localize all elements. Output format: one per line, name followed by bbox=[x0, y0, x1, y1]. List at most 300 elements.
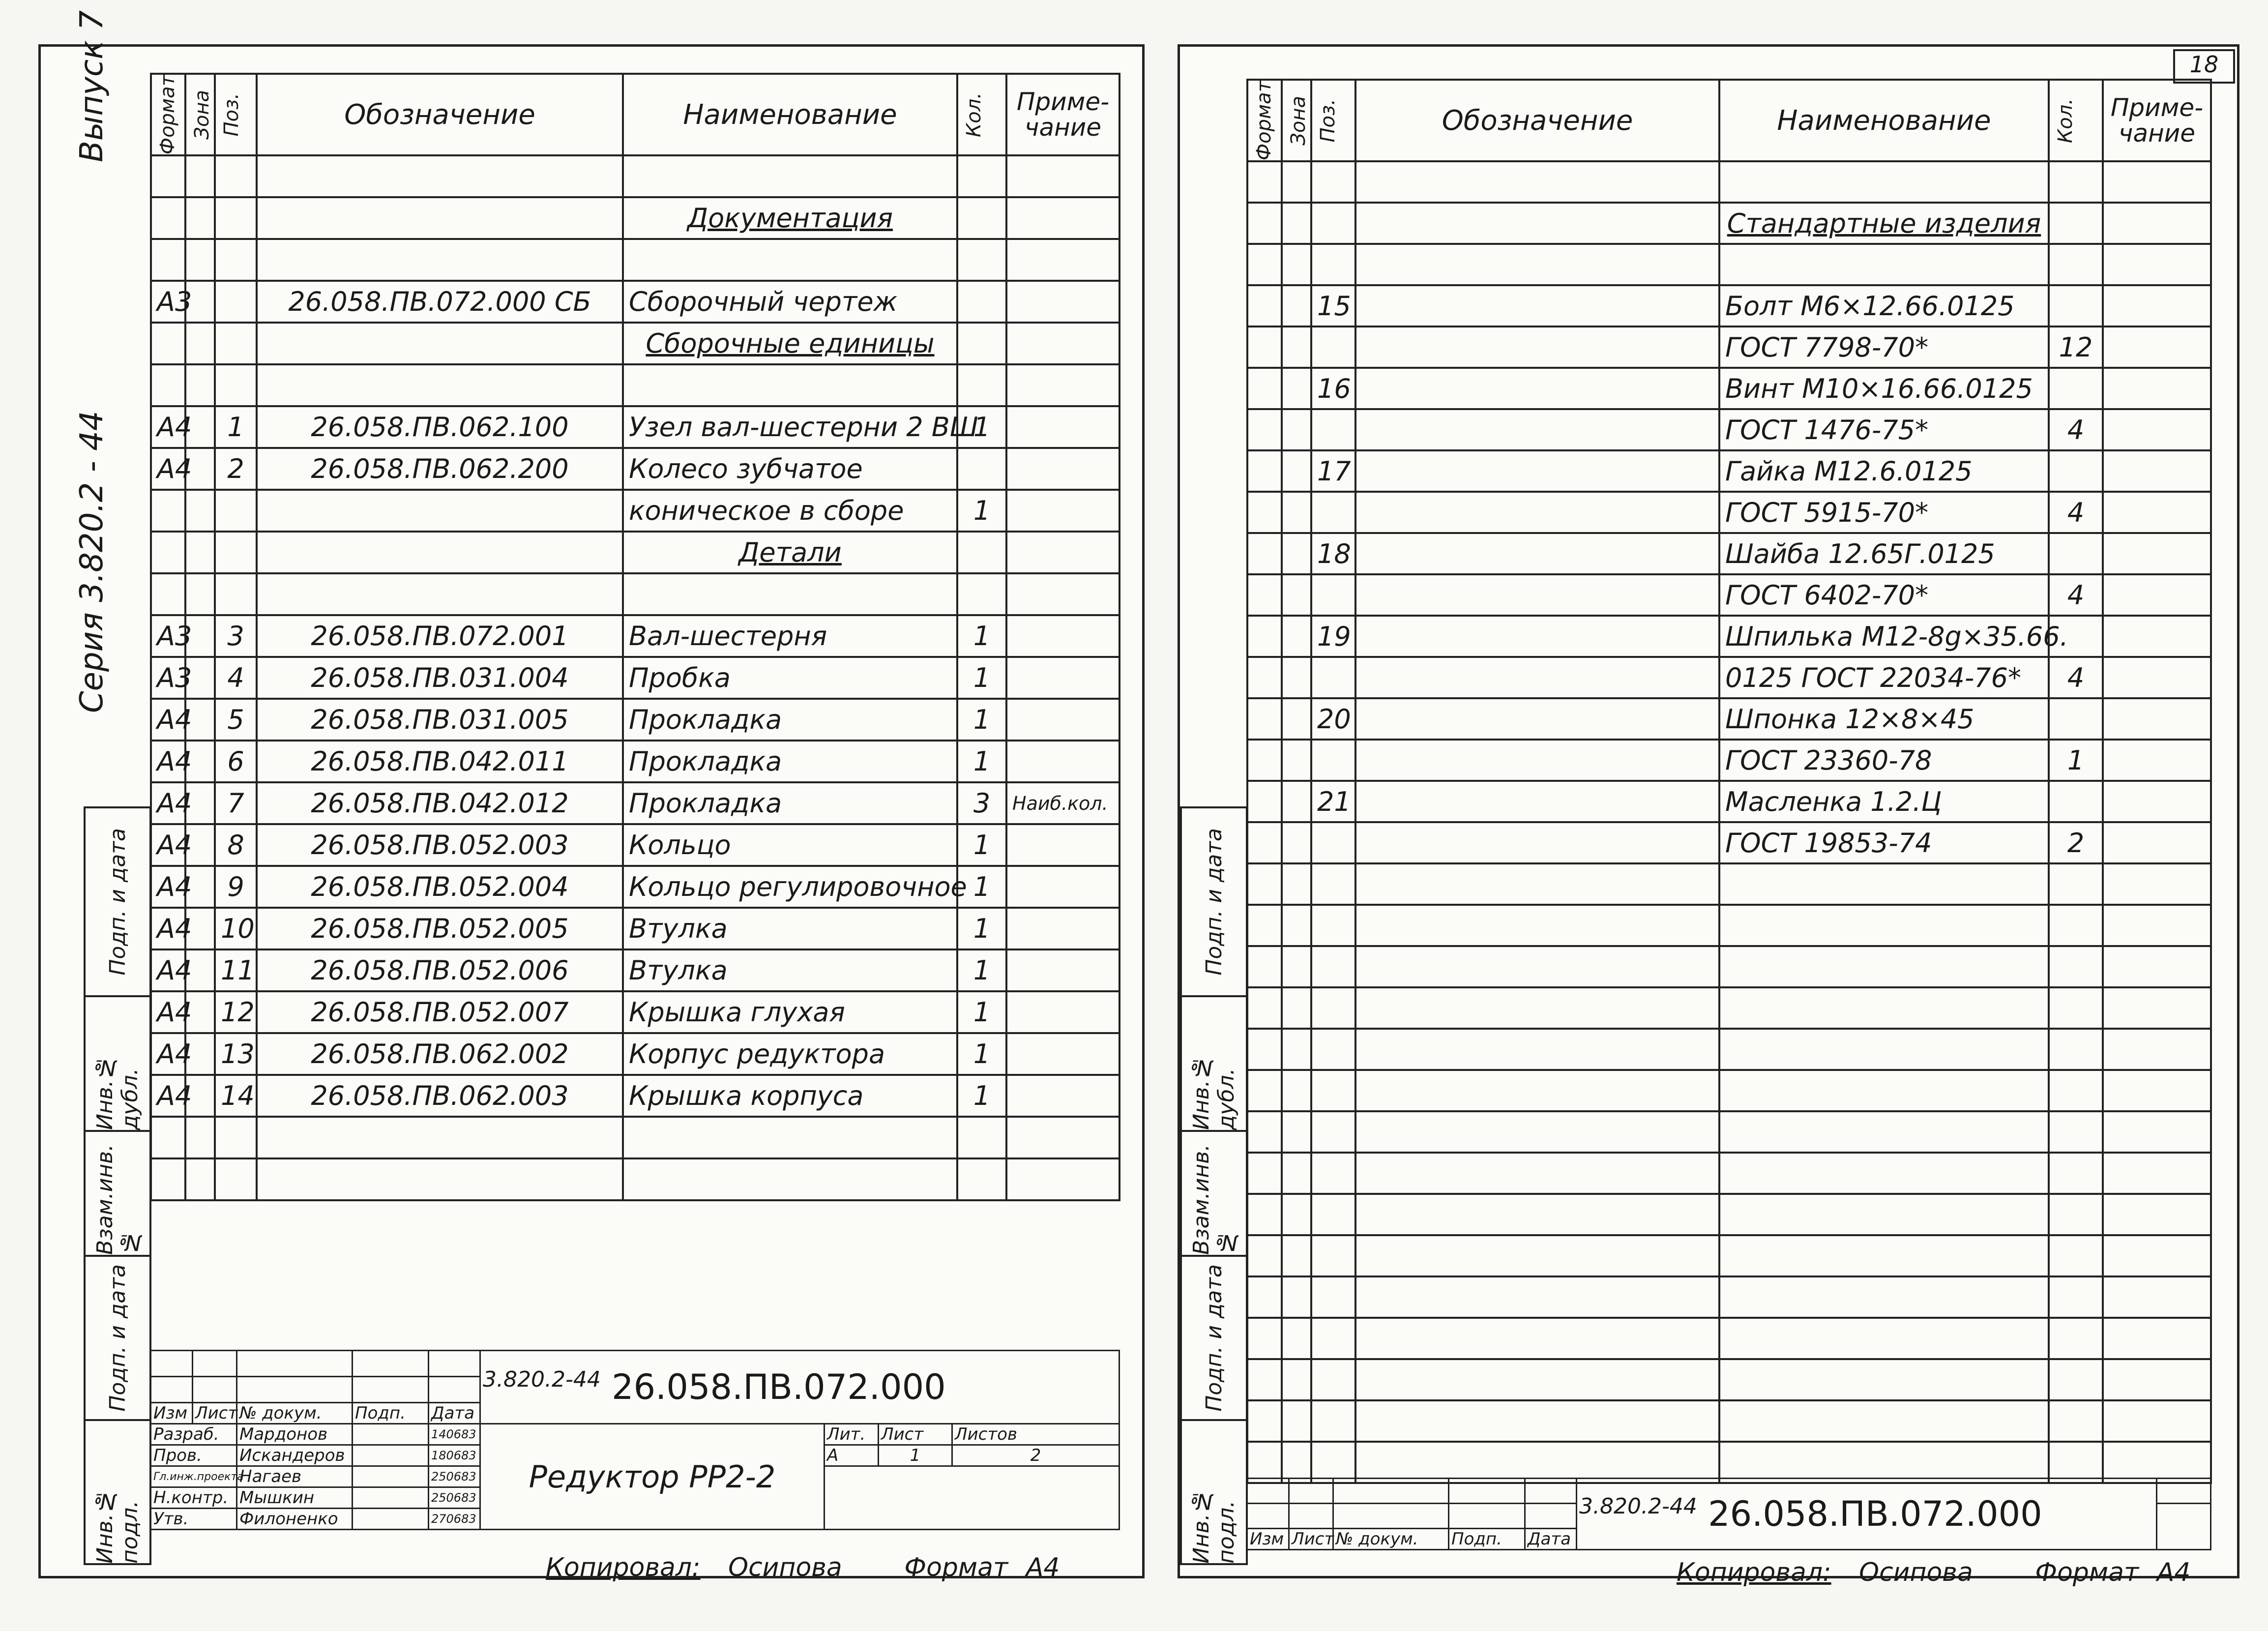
qty-cell bbox=[2049, 1194, 2103, 1235]
zone-cell bbox=[1282, 1235, 1311, 1276]
issue-label: Выпуск 7 bbox=[74, 10, 110, 162]
series-label: Серия 3.820.2 - 44 bbox=[74, 411, 110, 713]
pos-cell bbox=[215, 239, 257, 281]
name-cell: Прокладка bbox=[623, 782, 957, 824]
designation-cell bbox=[1355, 244, 1719, 285]
format-cell bbox=[151, 197, 185, 239]
designation-cell bbox=[1355, 1029, 1719, 1070]
note-cell bbox=[2103, 698, 2211, 740]
qty-cell bbox=[2049, 1153, 2103, 1194]
format-cell: А4 bbox=[151, 741, 185, 782]
note-cell: Наиб.кол. bbox=[1006, 782, 1119, 824]
qty-cell: 2 bbox=[2049, 822, 2103, 863]
designation-cell: 26.058.ПВ.042.012 bbox=[257, 782, 623, 824]
col-doc: № докум. bbox=[237, 1403, 353, 1424]
zone-cell bbox=[1282, 616, 1311, 657]
note-cell bbox=[1006, 908, 1119, 949]
table-row bbox=[151, 699, 1119, 741]
name-cell: Шпилька М12-8g×35.66. bbox=[1719, 616, 2049, 657]
right-side-stamp bbox=[1180, 806, 1248, 1565]
format-cell bbox=[1247, 285, 1282, 326]
lit-label: Лит. bbox=[825, 1424, 879, 1445]
name-cell: ГОСТ 1476-75* bbox=[1719, 409, 2049, 450]
name-cell bbox=[1719, 1153, 2049, 1194]
format-cell: А4 bbox=[151, 866, 185, 908]
name-cell bbox=[1719, 1070, 2049, 1111]
note-cell bbox=[2103, 1442, 2211, 1483]
note-cell bbox=[1006, 657, 1119, 699]
name-cell: ГОСТ 23360-78 bbox=[1719, 740, 2049, 781]
person-role: Разраб. bbox=[151, 1424, 237, 1445]
designation-cell: 26.058.ПВ.031.005 bbox=[257, 699, 623, 741]
col-note-header: Приме- чание bbox=[1006, 74, 1119, 155]
format-cell bbox=[1247, 244, 1282, 285]
designation-cell bbox=[257, 364, 623, 406]
pos-cell bbox=[1311, 822, 1355, 863]
pos-cell bbox=[1311, 1276, 1355, 1318]
pos-cell: 9 bbox=[215, 866, 257, 908]
table-row bbox=[151, 741, 1119, 782]
designation-cell bbox=[1355, 1359, 1719, 1400]
zone-cell bbox=[1282, 781, 1311, 822]
copied-name: Осипова bbox=[728, 1553, 842, 1582]
pos-cell: 13 bbox=[215, 1033, 257, 1075]
sign-date: 180683 bbox=[429, 1445, 480, 1466]
name-cell bbox=[1719, 946, 2049, 987]
name-cell: Колесо зубчатое bbox=[623, 448, 957, 490]
note-cell bbox=[1006, 323, 1119, 364]
format-cell: А4 bbox=[151, 448, 185, 490]
table-row bbox=[151, 1117, 1119, 1158]
format-cell bbox=[1247, 326, 1282, 368]
qty-cell: 1 bbox=[957, 699, 1006, 741]
zone-cell bbox=[185, 1117, 215, 1158]
note-cell bbox=[2103, 616, 2211, 657]
designation-cell bbox=[1355, 533, 1719, 574]
table-row bbox=[1247, 1153, 2211, 1194]
format-cell bbox=[1247, 533, 1282, 574]
qty-cell bbox=[2049, 1111, 2103, 1153]
designation-cell bbox=[1355, 863, 1719, 905]
designation-cell bbox=[1355, 616, 1719, 657]
name-cell: Документация bbox=[623, 197, 957, 239]
table-row bbox=[151, 364, 1119, 406]
zone-cell bbox=[1282, 822, 1311, 863]
name-cell bbox=[623, 155, 957, 197]
designation-cell bbox=[1355, 1276, 1719, 1318]
zone-cell bbox=[1282, 740, 1311, 781]
name-cell bbox=[1719, 1194, 2049, 1235]
table-row bbox=[151, 406, 1119, 448]
name-cell: Корпус редуктора bbox=[623, 1033, 957, 1075]
zone-cell bbox=[1282, 1359, 1311, 1400]
format-cell bbox=[1247, 1111, 1282, 1153]
qty-cell bbox=[2049, 285, 2103, 326]
format-cell bbox=[151, 239, 185, 281]
designation-cell bbox=[1355, 1153, 1719, 1194]
qty-cell bbox=[2049, 1442, 2103, 1483]
name-cell: ГОСТ 6402-70* bbox=[1719, 574, 2049, 616]
table-row bbox=[1247, 698, 2211, 740]
zone-cell bbox=[185, 155, 215, 197]
signature bbox=[353, 1487, 429, 1509]
zone-cell bbox=[1282, 1194, 1311, 1235]
sheets-label: Листов bbox=[952, 1424, 1119, 1445]
format-cell: А3 bbox=[151, 281, 185, 323]
note-cell bbox=[2103, 1070, 2211, 1111]
name-cell: Крышка корпуса bbox=[623, 1075, 957, 1117]
left-spec-table bbox=[150, 73, 1120, 1201]
designation-cell bbox=[1355, 450, 1719, 492]
side-label: Подп. и дата bbox=[105, 1264, 130, 1412]
designation-cell bbox=[257, 323, 623, 364]
note-cell bbox=[2103, 822, 2211, 863]
table-row bbox=[1247, 905, 2211, 946]
side-label: Взам.инв.№ bbox=[92, 1144, 143, 1255]
qty-cell bbox=[2049, 863, 2103, 905]
sign-date: 270683 bbox=[429, 1509, 480, 1530]
note-cell bbox=[1006, 1117, 1119, 1158]
name-cell: Узел вал-шестерни 2 ВШ bbox=[623, 406, 957, 448]
side-label: Инв.№ дубл. bbox=[92, 1055, 143, 1130]
col-zone-header: Зона bbox=[191, 89, 213, 140]
format-value: А4 bbox=[1026, 1553, 1060, 1582]
name-cell bbox=[1719, 1235, 2049, 1276]
person-role: Утв. bbox=[151, 1509, 237, 1530]
table-row bbox=[1247, 450, 2211, 492]
table-row bbox=[1247, 574, 2211, 616]
name-cell: Кольцо bbox=[623, 824, 957, 866]
designation-cell bbox=[1355, 698, 1719, 740]
table-row bbox=[151, 615, 1119, 657]
name-cell bbox=[1719, 863, 2049, 905]
section-heading-row bbox=[151, 197, 1119, 239]
pos-cell bbox=[1311, 987, 1355, 1029]
qty-cell: 1 bbox=[957, 1033, 1006, 1075]
note-cell bbox=[2103, 492, 2211, 533]
pos-cell bbox=[1311, 1235, 1355, 1276]
note-cell bbox=[2103, 1276, 2211, 1318]
designation-cell bbox=[1355, 285, 1719, 326]
pos-cell bbox=[1311, 492, 1355, 533]
pos-cell bbox=[215, 490, 257, 532]
person-role: Н.контр. bbox=[151, 1487, 237, 1509]
format-cell: А4 bbox=[151, 991, 185, 1033]
pos-cell bbox=[215, 197, 257, 239]
table-row bbox=[151, 824, 1119, 866]
qty-cell: 4 bbox=[2049, 574, 2103, 616]
person-name: Филоненко bbox=[237, 1509, 353, 1530]
table-row bbox=[151, 1075, 1119, 1117]
designation-cell bbox=[1355, 492, 1719, 533]
name-cell: коническое в сборе bbox=[623, 490, 957, 532]
pos-cell bbox=[1311, 863, 1355, 905]
zone-cell bbox=[185, 490, 215, 532]
pos-cell: 10 bbox=[215, 908, 257, 949]
table-row bbox=[1247, 616, 2211, 657]
pos-cell: 5 bbox=[215, 699, 257, 741]
designation-cell bbox=[257, 197, 623, 239]
col-doc: № докум. bbox=[1333, 1529, 1449, 1550]
pos-cell: 1 bbox=[215, 406, 257, 448]
qty-cell: 1 bbox=[957, 657, 1006, 699]
zone-cell bbox=[185, 364, 215, 406]
format-cell bbox=[1247, 781, 1282, 822]
table-row bbox=[1247, 822, 2211, 863]
zone-cell bbox=[185, 1158, 215, 1200]
table-row bbox=[151, 1033, 1119, 1075]
designation-cell bbox=[1355, 203, 1719, 244]
name-cell bbox=[1719, 1359, 2049, 1400]
note-cell bbox=[2103, 244, 2211, 285]
pos-cell: 4 bbox=[215, 657, 257, 699]
col-izm: Изм bbox=[1247, 1529, 1289, 1550]
name-cell: Кольцо регулировочное bbox=[623, 866, 957, 908]
table-row bbox=[1247, 1111, 2211, 1153]
pos-cell: 11 bbox=[215, 949, 257, 991]
col-izm: Изм bbox=[151, 1403, 193, 1424]
person-name: Искандеров bbox=[237, 1445, 353, 1466]
note-cell bbox=[2103, 1359, 2211, 1400]
name-cell bbox=[623, 1158, 957, 1200]
person-name: Нагаев bbox=[237, 1466, 353, 1487]
qty-cell bbox=[957, 1158, 1006, 1200]
format-cell bbox=[1247, 409, 1282, 450]
qty-cell bbox=[957, 532, 1006, 573]
format-value: А4 bbox=[2156, 1558, 2191, 1587]
side-label: Инв.№ дубл. bbox=[1189, 1055, 1239, 1130]
name-cell bbox=[1719, 1276, 2049, 1318]
table-row bbox=[151, 1158, 1119, 1200]
col-name-header: Наименование bbox=[623, 74, 957, 155]
qty-cell bbox=[957, 239, 1006, 281]
left-footer bbox=[546, 1553, 1060, 1582]
table-row bbox=[1247, 409, 2211, 450]
name-cell: Втулка bbox=[623, 949, 957, 991]
note-cell bbox=[2103, 409, 2211, 450]
name-cell: ГОСТ 19853-74 bbox=[1719, 822, 2049, 863]
zone-cell bbox=[1282, 1029, 1311, 1070]
designation-cell: 26.058.ПВ.062.100 bbox=[257, 406, 623, 448]
qty-cell bbox=[957, 1117, 1006, 1158]
pos-cell: 6 bbox=[215, 741, 257, 782]
pos-cell: 16 bbox=[1311, 368, 1355, 409]
designation-cell: 26.058.ПВ.062.200 bbox=[257, 448, 623, 490]
qty-cell bbox=[2049, 905, 2103, 946]
qty-cell bbox=[2049, 1359, 2103, 1400]
pos-cell bbox=[1311, 203, 1355, 244]
pos-cell bbox=[1311, 1153, 1355, 1194]
note-cell bbox=[2103, 161, 2211, 203]
qty-cell bbox=[2049, 244, 2103, 285]
format-label: Формат bbox=[2035, 1558, 2139, 1587]
pos-cell bbox=[1311, 1029, 1355, 1070]
designation-cell bbox=[257, 1117, 623, 1158]
designation-cell: 26.058.ПВ.062.002 bbox=[257, 1033, 623, 1075]
col-name-header: Наименование bbox=[1719, 80, 2049, 161]
zone-cell bbox=[185, 323, 215, 364]
zone-cell bbox=[1282, 1276, 1311, 1318]
pos-cell bbox=[1311, 409, 1355, 450]
designation-cell bbox=[1355, 657, 1719, 698]
note-cell bbox=[2103, 203, 2211, 244]
table-row bbox=[1247, 1318, 2211, 1359]
note-cell bbox=[1006, 949, 1119, 991]
table-row bbox=[1247, 244, 2211, 285]
pos-cell bbox=[1311, 657, 1355, 698]
format-cell bbox=[1247, 1194, 1282, 1235]
qty-cell bbox=[2049, 698, 2103, 740]
zone-cell bbox=[185, 239, 215, 281]
format-cell bbox=[1247, 492, 1282, 533]
format-cell bbox=[151, 573, 185, 615]
name-cell: Детали bbox=[623, 532, 957, 573]
zone-cell bbox=[185, 197, 215, 239]
section-heading-row bbox=[151, 532, 1119, 573]
pos-cell bbox=[1311, 740, 1355, 781]
designation-cell bbox=[257, 573, 623, 615]
note-cell bbox=[1006, 490, 1119, 532]
col-list: Лист bbox=[1289, 1529, 1333, 1550]
col-format-header: Формат bbox=[156, 75, 179, 155]
right-footer bbox=[1677, 1558, 2191, 1587]
table-row bbox=[1247, 1194, 2211, 1235]
qty-cell: 1 bbox=[957, 908, 1006, 949]
designation-cell bbox=[257, 1158, 623, 1200]
format-cell: А3 bbox=[151, 615, 185, 657]
table-row bbox=[151, 866, 1119, 908]
signature bbox=[353, 1509, 429, 1530]
designation-cell bbox=[1355, 987, 1719, 1029]
designation-cell bbox=[1355, 1111, 1719, 1153]
table-row bbox=[1247, 946, 2211, 987]
col-designation-header: Обозначение bbox=[257, 74, 623, 155]
signature bbox=[353, 1445, 429, 1466]
table-row bbox=[1247, 987, 2211, 1029]
table-row bbox=[1247, 1400, 2211, 1442]
designation-cell bbox=[1355, 409, 1719, 450]
sheet-number: 18 bbox=[2173, 49, 2235, 84]
name-cell: Шайба 12.65Г.0125 bbox=[1719, 533, 2049, 574]
format-cell bbox=[151, 532, 185, 573]
zone-cell bbox=[1282, 905, 1311, 946]
copied-label: Копировал: bbox=[1677, 1558, 1831, 1587]
person-role: Пров. bbox=[151, 1445, 237, 1466]
name-cell: Гайка М12.6.0125 bbox=[1719, 450, 2049, 492]
name-cell: Крышка глухая bbox=[623, 991, 957, 1033]
format-cell bbox=[151, 364, 185, 406]
zone-cell bbox=[1282, 698, 1311, 740]
title-doc-code: 26.058.ПВ.072.000 bbox=[1708, 1494, 2042, 1534]
sign-date: 250683 bbox=[429, 1487, 480, 1509]
zone-cell bbox=[1282, 987, 1311, 1029]
name-cell bbox=[1719, 244, 2049, 285]
name-cell: Прокладка bbox=[623, 699, 957, 741]
qty-cell bbox=[2049, 368, 2103, 409]
designation-cell bbox=[1355, 1318, 1719, 1359]
qty-cell: 1 bbox=[957, 991, 1006, 1033]
note-cell bbox=[2103, 1111, 2211, 1153]
zone-cell bbox=[1282, 657, 1311, 698]
pos-cell: 3 bbox=[215, 615, 257, 657]
format-cell bbox=[1247, 946, 1282, 987]
qty-cell bbox=[957, 155, 1006, 197]
designation-cell bbox=[257, 490, 623, 532]
person-role: Гл.инж.проекта bbox=[151, 1466, 237, 1487]
pos-cell bbox=[215, 281, 257, 323]
col-sign: Подп. bbox=[353, 1403, 429, 1424]
note-cell bbox=[2103, 285, 2211, 326]
qty-cell bbox=[2049, 946, 2103, 987]
qty-cell: 1 bbox=[957, 615, 1006, 657]
qty-cell: 3 bbox=[957, 782, 1006, 824]
note-cell bbox=[1006, 741, 1119, 782]
lit-value: А bbox=[825, 1445, 879, 1466]
format-cell bbox=[1247, 1276, 1282, 1318]
note-cell bbox=[2103, 1235, 2211, 1276]
pos-cell bbox=[215, 323, 257, 364]
name-cell: Втулка bbox=[623, 908, 957, 949]
zone-cell bbox=[1282, 863, 1311, 905]
note-cell bbox=[2103, 1029, 2211, 1070]
pos-cell bbox=[1311, 1111, 1355, 1153]
table-row bbox=[151, 991, 1119, 1033]
zone-cell bbox=[1282, 244, 1311, 285]
side-label: Подп. и дата bbox=[105, 828, 130, 976]
col-list: Лист bbox=[193, 1403, 237, 1424]
table-row bbox=[1247, 1276, 2211, 1318]
designation-cell bbox=[1355, 161, 1719, 203]
qty-cell: 1 bbox=[957, 866, 1006, 908]
table-row bbox=[1247, 1029, 2211, 1070]
format-cell bbox=[1247, 1318, 1282, 1359]
name-cell: ГОСТ 7798-70* bbox=[1719, 326, 2049, 368]
col-format-header: Формат bbox=[1253, 81, 1275, 161]
name-cell bbox=[1719, 987, 2049, 1029]
col-note-header: Приме- чание bbox=[2103, 80, 2211, 161]
format-label: Формат bbox=[904, 1553, 1008, 1582]
table-row bbox=[1247, 740, 2211, 781]
section-heading-row bbox=[151, 323, 1119, 364]
format-cell bbox=[1247, 450, 1282, 492]
person-name: Мардонов bbox=[237, 1424, 353, 1445]
table-row bbox=[1247, 781, 2211, 822]
format-cell: А4 bbox=[151, 699, 185, 741]
format-cell bbox=[1247, 657, 1282, 698]
note-cell bbox=[2103, 740, 2211, 781]
pos-cell bbox=[1311, 1442, 1355, 1483]
pos-cell bbox=[1311, 905, 1355, 946]
right-spec-table bbox=[1246, 79, 2212, 1484]
table-row bbox=[151, 908, 1119, 949]
zone-cell bbox=[1282, 492, 1311, 533]
copied-label: Копировал: bbox=[546, 1553, 701, 1582]
format-cell: А4 bbox=[151, 1075, 185, 1117]
col-sign: Подп. bbox=[1449, 1529, 1525, 1550]
qty-cell: 1 bbox=[957, 406, 1006, 448]
format-cell: А4 bbox=[151, 782, 185, 824]
pos-cell: 15 bbox=[1311, 285, 1355, 326]
note-cell bbox=[1006, 991, 1119, 1033]
pos-cell: 21 bbox=[1311, 781, 1355, 822]
note-cell bbox=[1006, 281, 1119, 323]
left-header-row bbox=[151, 74, 1119, 155]
format-cell bbox=[1247, 1235, 1282, 1276]
pos-cell bbox=[1311, 244, 1355, 285]
name-cell bbox=[1719, 1111, 2049, 1153]
designation-cell bbox=[1355, 946, 1719, 987]
name-cell: Пробка bbox=[623, 657, 957, 699]
